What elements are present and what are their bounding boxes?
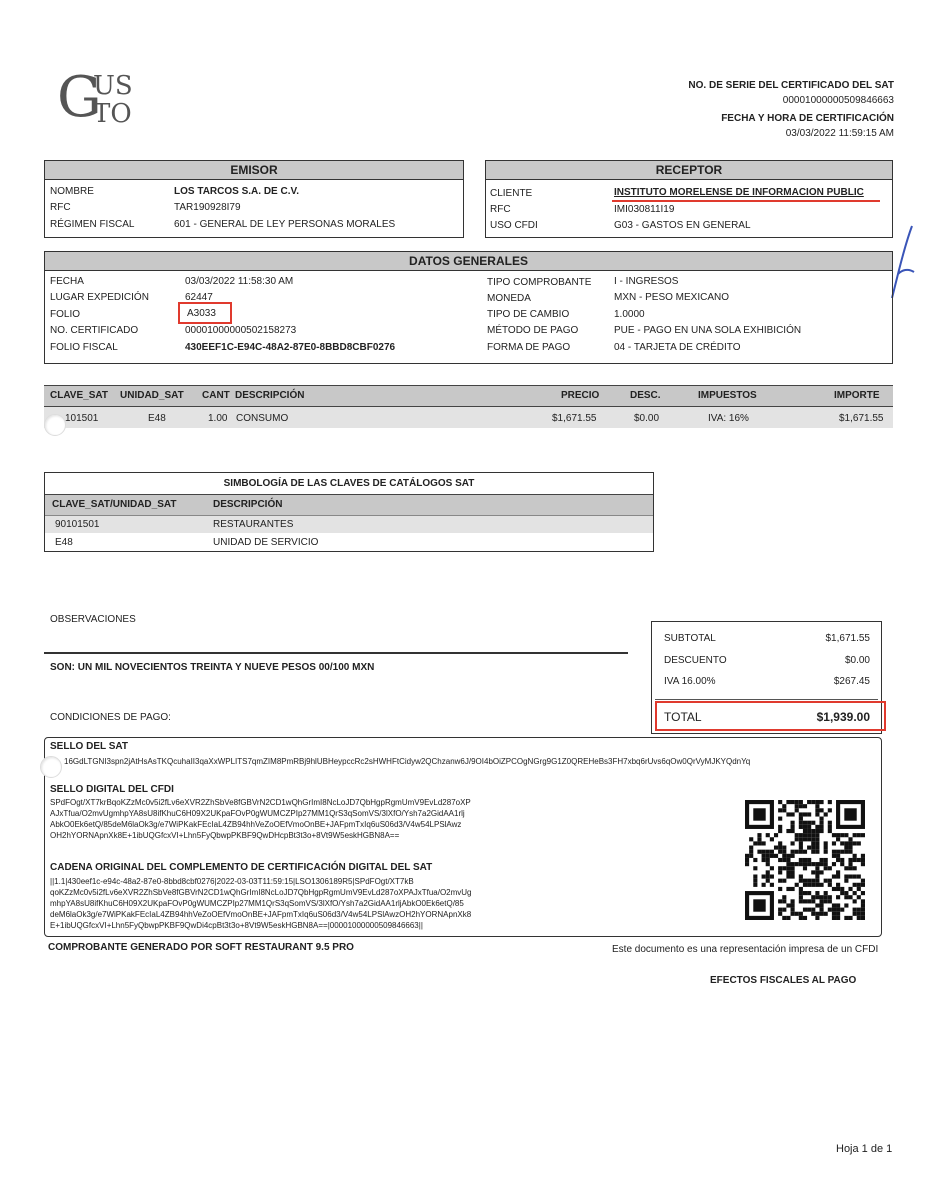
- dg-forma-pago-value: 04 - TARJETA DE CRÉDITO: [614, 342, 741, 353]
- sello-cfdi-line-2: AJxTfua/O2mvUgmhpYA8sU8ifKhuC6H09X2UKpaFOvP0gWUMCZPIp27MM1QrS3qSomVS/3lXfO/Ysh7a2GidAA1rlj: [50, 809, 465, 818]
- sello-cfdi-title: SELLO DIGITAL DEL CFDI: [50, 784, 174, 795]
- receptor-uso-label: USO CFDI: [490, 220, 538, 231]
- simbologia-title: SIMBOLOGÍA DE LAS CLAVES DE CATÁLOGOS SAT: [223, 478, 475, 489]
- item-clave: 101501: [65, 413, 99, 424]
- items-col-precio: PRECIO: [561, 390, 600, 401]
- item-cant: 1.00: [208, 413, 228, 424]
- dg-certificado-label: NO. CERTIFICADO: [50, 325, 139, 336]
- cert-datetime-label: FECHA Y HORA DE CERTIFICACIÓN: [721, 113, 894, 124]
- dg-fecha-label: FECHA: [50, 276, 84, 287]
- descuento-label: DESCUENTO: [664, 655, 727, 666]
- items-col-desc: DESCRIPCIÓN: [235, 390, 305, 401]
- subtotal-value: $1,671.55: [825, 633, 870, 644]
- comprobante-generado: COMPROBANTE GENERADO POR SOFT RESTAURANT 9.5 PRO: [48, 942, 354, 953]
- iva-label: IVA 16.00%: [664, 676, 716, 687]
- item-descuento: $0.00: [634, 413, 660, 424]
- dg-folio-fiscal-label: FOLIO FISCAL: [50, 342, 118, 353]
- item-precio: $1,671.55: [552, 413, 597, 424]
- items-row-bar: [44, 406, 893, 428]
- total-label: TOTAL: [664, 710, 702, 724]
- emisor-title: EMISOR: [45, 161, 463, 180]
- cadena-line-3: mhpYA8sU8ifKhuC6H09X2UKpaFOvP0gWUMCZPIp27MM1QrS3qSomVS/3lXfO/Ysh7a2GidAA1rljAbkO0Ek6etQ/85: [50, 899, 464, 908]
- simbologia-row2-desc: UNIDAD DE SERVICIO: [213, 537, 319, 548]
- sello-sat-title: SELLO DEL SAT: [50, 741, 128, 752]
- observaciones-label: OBSERVACIONES: [50, 614, 136, 625]
- cadena-line-2: qoKZzMc0v5i2fLv6eXVR2ZhSbVe8fGBVrN2CD1wQhGrImI8NcLoJD7QbHgpRgmUmV9EvLd287oXPAJxTfua/O2mvUg: [50, 888, 472, 897]
- receptor-rfc-value: IMI030811I19: [614, 204, 675, 215]
- dg-folio-fiscal-value: 430EEF1C-E94C-48A2-87E0-8BBD8CBF0276: [185, 342, 396, 353]
- svg-text:TO: TO: [93, 99, 132, 129]
- items-col-impuestos: IMPUESTOS: [698, 390, 757, 401]
- punch-hole: [40, 756, 62, 778]
- emisor-regimen-value: 601 - GENERAL DE LEY PERSONAS MORALES: [174, 219, 396, 230]
- receptor-cliente-label: CLIENTE: [490, 188, 533, 199]
- dg-forma-pago-label: FORMA DE PAGO: [487, 342, 571, 353]
- observaciones-line: [44, 652, 628, 654]
- gusto-logo-icon: [55, 62, 145, 132]
- sello-cfdi-line-3: AbkO0Ek6etQ/85deM6laOk3g/e7WiPKakFEcIaL4ZB94hhVeZoOEfVmoOnBE+JAFpmTxIq6uS06d3/V4w54LPSlAwz: [50, 820, 462, 829]
- receptor-rfc-label: RFC: [490, 204, 511, 215]
- simbologia-col2: DESCRIPCIÓN: [213, 499, 283, 510]
- qr-code-icon: [745, 800, 865, 920]
- dg-metodo-pago-value: PUE - PAGO EN UNA SOLA EXHIBICIÓN: [614, 325, 802, 336]
- simbologia-col1: CLAVE_SAT/UNIDAD_SAT: [52, 499, 177, 510]
- dg-certificado-value: 00001000000502158273: [185, 325, 297, 336]
- simbologia-row1-clave: 90101501: [55, 519, 100, 530]
- simbologia-row1-desc: RESTAURANTES: [213, 519, 294, 530]
- son-label: SON: UN MIL NOVECIENTOS TREINTA Y NUEVE PESOS 00/100 MXN: [50, 662, 375, 673]
- total-divider: [655, 699, 878, 700]
- item-importe: $1,671.55: [839, 413, 884, 424]
- subtotal-label: SUBTOTAL: [664, 633, 716, 644]
- dg-folio-value: A3033: [187, 308, 216, 319]
- dg-lugar-value: 62447: [185, 292, 213, 303]
- company-logo: [55, 62, 145, 132]
- cadena-line-5: E+1ibUQGfcxVI+Lhn5FyQbwpPKBF9QwDi4cpBt3t3o+8Vt9W5eskHGBN8A==|00001000000509846663||: [50, 921, 423, 930]
- sello-cfdi-line-1: SPdFOgt/XT7krBqoKZzMc0v5i2fLv6eXVR2ZhSbVe8fGBVrN2CD1wQhGrImI8NcLoJD7QbHgpRgmUmV9EvLd287oXP: [50, 798, 471, 807]
- items-col-unidad: UNIDAD_SAT: [120, 390, 184, 401]
- sello-cfdi-line-4: OH2hYORNApnXk8E+1ibUQGfcxVI+Lhn5FyQbwpPKBF9QwDHcpBt3t3o+8Vt9W5eskHGBN8A==: [50, 831, 400, 840]
- dg-folio-label: FOLIO: [50, 309, 81, 320]
- cadena-title: CADENA ORIGINAL DEL COMPLEMENTO DE CERTIFICACIÓN DIGITAL DEL SAT: [50, 862, 433, 873]
- items-col-clave: CLAVE_SAT: [50, 390, 108, 401]
- punch-hole: [44, 414, 66, 436]
- dg-lugar-label: LUGAR EXPEDICIÓN: [50, 292, 149, 303]
- sello-sat-value: 16GdLTGNI3spn2jAtHsAsTKQcuhaII3qaXxWPLITS7qmZIM8PmRBj9hlUBHeypccRc2sHWHFtCidyw2QChzanw6J/9OI4bOiZPCOgNGrg9G1Z0QREHeBs3FH7xbq6rUvs6qOw0QrVyMJKYQdnYq: [64, 757, 751, 766]
- dg-moneda-label: MONEDA: [487, 293, 531, 304]
- simbologia-row2-clave: E48: [55, 537, 73, 548]
- dg-moneda-value: MXN - PESO MEXICANO: [614, 292, 730, 303]
- dg-tipo-comprobante-value: I - INGRESOS: [614, 276, 679, 287]
- items-col-descuento: DESC.: [630, 390, 661, 401]
- representacion-impresa: Este documento es una representación impresa de un CFDI: [612, 944, 879, 955]
- dg-metodo-pago-label: MÉTODO DE PAGO: [487, 325, 579, 336]
- cadena-line-4: deM6laOk3g/e7WiPKakFEcIaL4ZB94hhVeZoOEfVmoOnBE+JAFpmTxIq6uS06d3/V4w54LPSlAwzOH2hYORNApnXk8: [50, 910, 472, 919]
- descuento-value: $0.00: [844, 655, 870, 666]
- page-number: Hoja 1 de 1: [836, 1143, 893, 1155]
- cadena-line-1: ||1.1|430eef1c-e94c-48a2-87e0-8bbd8cbf0276|2022-03-03T11:59:15|LSO1306189R5|SPdFOgt/XT7kB: [50, 877, 414, 886]
- emisor-nombre-label: NOMBRE: [50, 186, 94, 197]
- total-value: $1,939.00: [816, 710, 870, 724]
- item-desc: CONSUMO: [236, 413, 289, 424]
- dg-tipo-cambio-label: TIPO DE CAMBIO: [487, 309, 570, 320]
- cert-datetime-value: 03/03/2022 11:59:15 AM: [785, 128, 894, 139]
- svg-text:US: US: [93, 71, 133, 101]
- cert-serial-label: NO. DE SERIE DEL CERTIFICADO DEL SAT: [688, 80, 894, 91]
- item-unidad: E48: [148, 413, 166, 424]
- simbologia-row1-bar: [45, 515, 653, 533]
- receptor-title: RECEPTOR: [486, 161, 892, 180]
- iva-value: $267.45: [833, 676, 870, 687]
- datos-generales-title: DATOS GENERALES: [45, 252, 892, 271]
- receptor-uso-value: G03 - GASTOS EN GENERAL: [614, 220, 751, 231]
- receptor-cliente-value: INSTITUTO MORELENSE DE INFORMACION PUBLIC: [614, 187, 864, 198]
- emisor-regimen-label: RÉGIMEN FISCAL: [50, 219, 135, 230]
- cert-serial-value: 00001000000509846663: [782, 95, 894, 106]
- efectos-fiscales: EFECTOS FISCALES AL PAGO: [710, 975, 857, 986]
- dg-tipo-cambio-value: 1.0000: [614, 309, 645, 320]
- emisor-rfc-value: TAR190928I79: [174, 202, 241, 213]
- total-highlight: [655, 701, 886, 731]
- receptor-cliente-redline: [612, 200, 880, 202]
- datos-generales-box: [44, 251, 893, 364]
- emisor-nombre-value: LOS TARCOS S.A. DE C.V.: [174, 186, 300, 197]
- item-impuestos: IVA: 16%: [708, 413, 749, 424]
- folio-highlight: [178, 302, 232, 324]
- condiciones-label: CONDICIONES DE PAGO:: [50, 712, 171, 723]
- dg-fecha-value: 03/03/2022 11:58:30 AM: [185, 276, 294, 287]
- dg-tipo-comprobante-label: TIPO COMPROBANTE: [487, 277, 592, 288]
- items-col-cant: CANT: [202, 390, 230, 401]
- items-col-importe: IMPORTE: [834, 390, 880, 401]
- svg-text:G: G: [57, 65, 102, 130]
- emisor-rfc-label: RFC: [50, 202, 71, 213]
